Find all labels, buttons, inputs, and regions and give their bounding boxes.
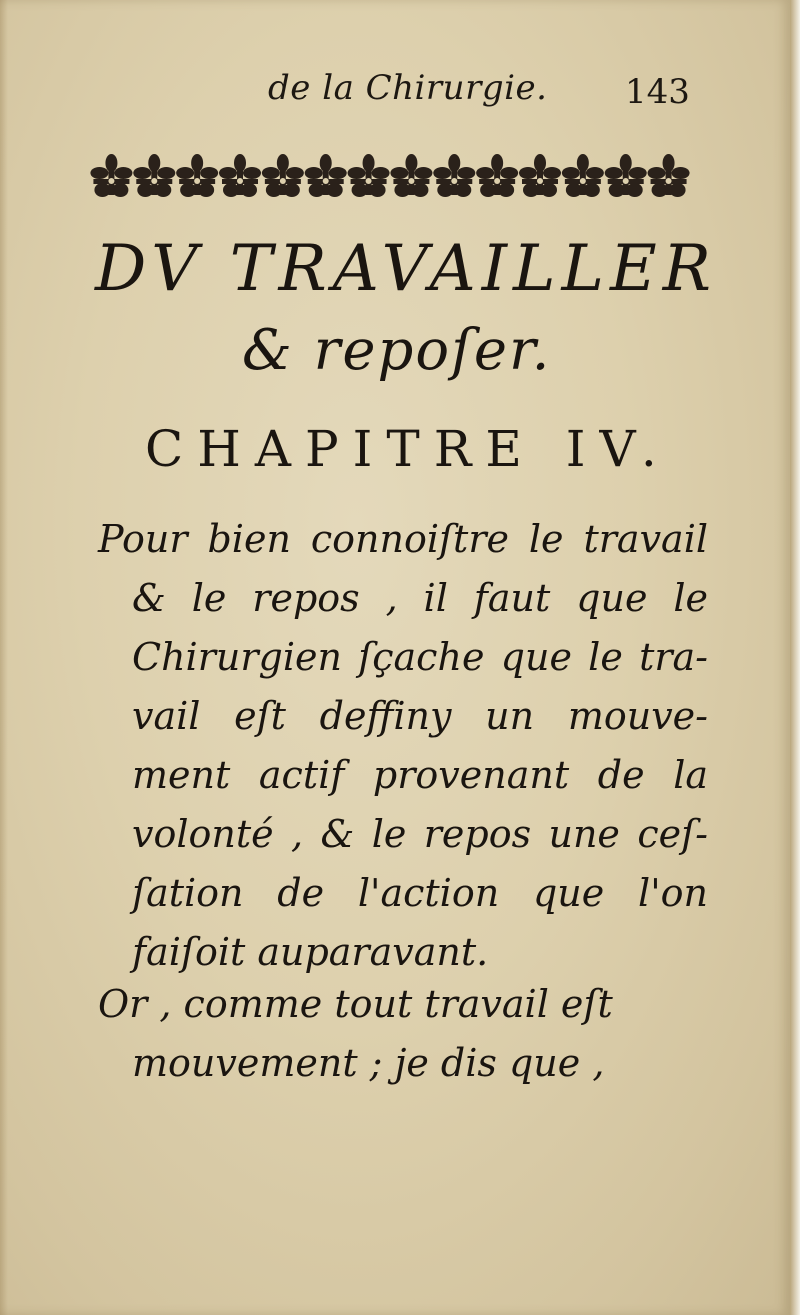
body-paragraph <box>98 510 708 982</box>
text-line: Pour bien connoiſtre le travail <box>98 517 708 561</box>
body-paragraph <box>98 975 708 1093</box>
page-number: 143 <box>625 72 690 112</box>
text-line: mouvement ; je dis que , <box>132 1041 605 1085</box>
text-line: ſation de l'action que l'on <box>132 871 708 915</box>
page-header <box>0 68 790 118</box>
chapter-heading: CHAPITRE IV. <box>145 420 671 478</box>
section-subtitle: & repoſer. <box>242 318 552 383</box>
fleuron-band-icon <box>90 148 690 206</box>
text-line: ment actif provenant de la <box>132 753 708 797</box>
text-line: Chirurgien ſçache que le tra- <box>132 635 708 679</box>
text-line: Or , comme tout travail eſt <box>98 982 613 1026</box>
section-title: DV TRAVAILLER <box>95 232 717 306</box>
page-gutter-shadow <box>0 0 8 1315</box>
text-line: & le repos , il faut que le <box>132 576 708 620</box>
text-line: volonté , & le repos une ceſ- <box>132 812 708 856</box>
text-line: faiſoit auparavant. <box>132 930 489 974</box>
running-head: de la Chirurgie. <box>268 68 548 108</box>
text-line: vail eſt deffiny un mouve- <box>132 694 708 738</box>
page-edge <box>790 0 800 1315</box>
